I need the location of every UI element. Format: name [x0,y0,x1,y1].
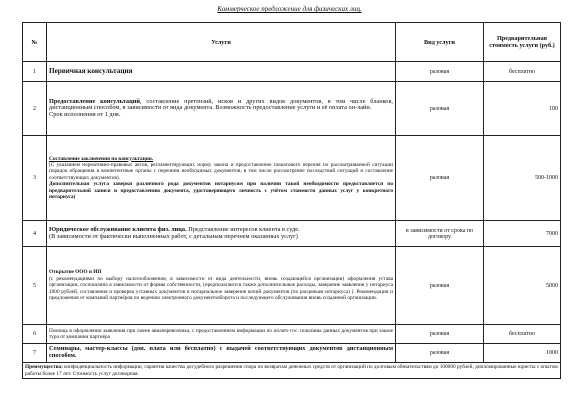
service-text: Представление интересов клиента в суде. [188,225,300,233]
service-title: Открытие ООО и ИП [49,269,102,276]
row-num: 7 [23,344,47,363]
row-num: 6 [23,325,47,344]
service-text: Помощь в оформлении заявления при смене авиаперевозчика, с предоставлением информации по оплате гос. пошлины данных документов при заказе тура от компании партнёра [47,325,396,344]
service-type: в зависимости от срока по договору [396,221,484,247]
row-num: 3 [23,136,47,221]
service-title: Первичная консультация [47,62,396,82]
service-description [47,247,396,325]
service-price: бесплатно [484,325,561,344]
service-description [47,221,396,247]
service-price: 500-1000 [484,136,561,221]
table-header-row [23,23,561,62]
table-row [23,62,561,82]
service-title: Семинары, мастер-классы (доп. плата или бесплатно) с выдачей соответствующих документов дистанционным способом. [47,344,396,363]
service-text: Срок исполнения от 1 дня. [49,110,121,118]
service-description [47,136,396,221]
service-price: бесплатно [484,62,561,82]
service-type: разовая [396,247,484,325]
service-title: Составление заключения по консультации. [49,155,154,162]
row-num: 1 [23,62,47,82]
advantages-text: конфиденциальность информации, гарантия качества досудебного разрешения спора по возвратам денежных средств от организаций по долговым обязательствам до 100000 рублей, дипломированные юристы с опытом работы более 17 лет. Стоимость услуг договорная. [25,364,558,377]
header-service: Услуги [47,23,396,62]
table-row [23,136,561,221]
service-type: разовая [396,136,484,221]
advantages-note [23,363,561,379]
table-row [23,247,561,325]
service-description [47,82,396,136]
table-row [23,221,561,247]
service-title: Предоставление консультаций [49,97,140,105]
service-type: разовая [396,325,484,344]
service-text: (с рекомендациями по выбору налогообложения, в зависимости от вида деятельности, вновь создающейся организации) оформления устава организации, госпошлина в зависимости от формы собственности, (предполагаются также дополнительные расходы, заверение заявления у нотариуса 1000 рублей, составления и проверка уставных документов и нотариальное заверение копий документов (по расценкам нотариуса) ). Рекомендации и предложения от компаний партнёров по ведению электронного документооборота и последующего обслуживания вновь созданной организации. [49,275,393,302]
service-type: разовая [396,344,484,363]
service-price: 5000 [484,247,561,325]
price-table [22,22,561,379]
header-type: Вид услуги [396,23,484,62]
service-text: (В зависимости от фактически выполненных работ, с детальным перечнем оказанных услуг) [49,232,298,240]
service-price: 1000 [484,344,561,363]
advantages-label: Преимущества: [25,364,63,370]
table-row [23,325,561,344]
header-price: Предварительная стоимость услуги (руб.) [484,23,561,62]
service-text: , составление претензий, исков и других видов документов, в том числе бланков, дистанционным способом, в зависимости от вида документа. Возможность предоставление услуги и её оплата он-лайн. [49,97,394,112]
service-type: разовая [396,82,484,136]
row-num: 4 [23,221,47,247]
service-type: разовая [396,62,484,82]
advantages-row [23,363,561,379]
service-price: 7000 [484,221,561,247]
row-num: 2 [23,82,47,136]
service-title: Юридическое обслуживание клиента физ. лица. [49,225,187,233]
header-num: № [23,23,47,62]
service-text: Дополнительная услуга заверки различного рода документов нотариусом при наличии такой необходимости предоставляется по предварительной записи и предоставлению документа, удостоверяющего личность с учётом стоимости данных услуг у конкретного нотариуса) [49,181,393,201]
service-price: 100 [484,82,561,136]
document-title: Коммерческое предложение для физических лиц. [217,5,362,13]
table-row [23,82,561,136]
table-row [23,344,561,363]
service-text: (С указанием нормативно-правовых актов, регламентирующих норму закона и предоставление пошагового перечня по рассматриваемой ситуации порядок обращения в компетентные органы с перечнем необходимых документов, в том числе рассмотрение последствий ситуаций и составление соответствующих документов). [49,161,393,181]
row-num: 5 [23,247,47,325]
